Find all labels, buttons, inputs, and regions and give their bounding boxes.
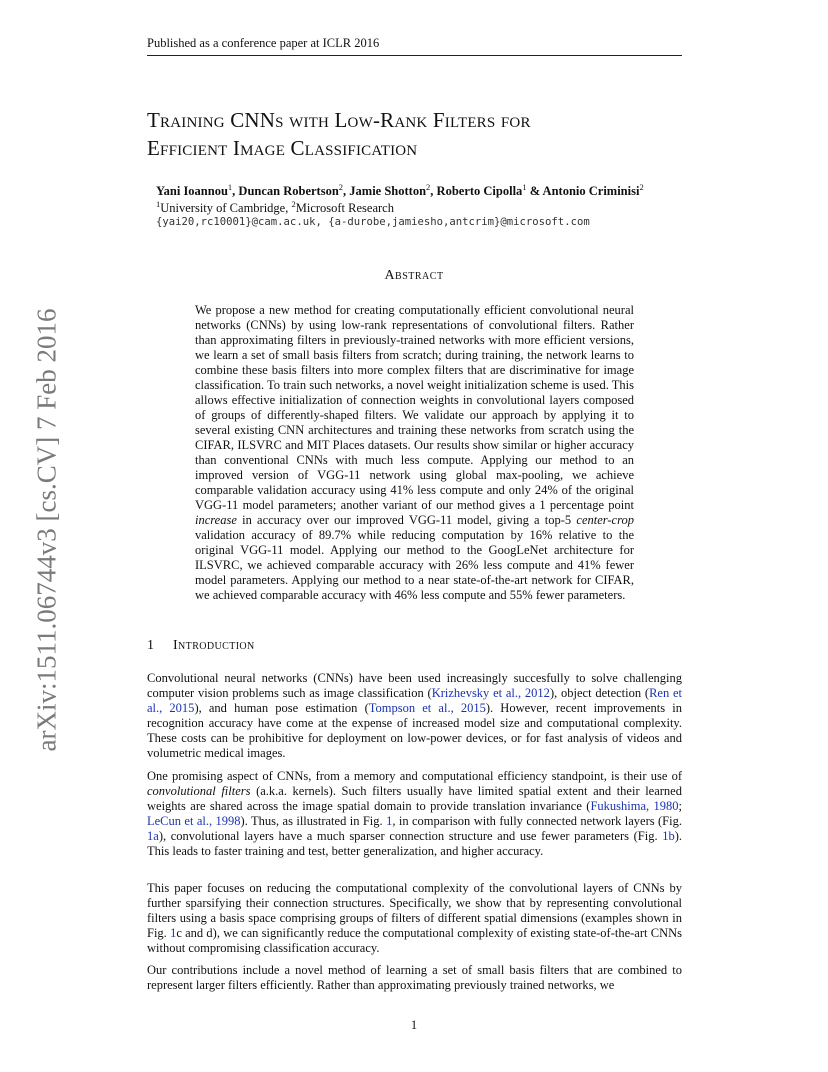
- paragraph-text: , in comparison with fully connected network layers (Fig.: [392, 814, 682, 828]
- citation-link[interactable]: Krizhevsky et al., 2012: [431, 686, 550, 700]
- abstract-emphasis: center-crop: [576, 513, 634, 527]
- intro-paragraph-2: [147, 769, 682, 859]
- figure-link[interactable]: 1a: [147, 829, 159, 843]
- author-emails: {yai20,rc10001}@cam.ac.uk, {a-durobe,jamiesho,antcrim}@microsoft.com: [156, 216, 590, 228]
- arxiv-stamp: arXiv:1511.06744v3 [cs.CV] 7 Feb 2016: [31, 308, 62, 752]
- paragraph-text: ). Thus, as illustrated in Fig.: [240, 814, 387, 828]
- paragraph-text: (a.k.a. kernels). Such filters usually have limited spatial extent and their learned weights are shared across the image spatial domain to provide translation invariance (: [147, 784, 682, 813]
- paragraph-text: ). This leads to faster training and test, better generalization, and higher accuracy.: [147, 829, 682, 858]
- author-name: Roberto Cipolla: [436, 184, 523, 199]
- author-affiliation-mark: 2: [639, 182, 644, 192]
- paragraph-text: ), object detection (: [549, 686, 650, 700]
- paragraph-text: ), and human pose estimation (: [194, 701, 369, 715]
- paragraph-text: This paper focuses on reducing the computational complexity of the convolutional layers of CNNs by further sparsifying their connection structures. Specifically, we show that by representing convolutional filters using a basis space comprising groups of filters of different spatial dimensions (examples shown in Fig.: [147, 881, 682, 940]
- citation-link[interactable]: Tompson et al., 2015: [368, 701, 486, 715]
- paragraph-emphasis: convolutional filters: [147, 784, 251, 798]
- citation-link[interactable]: Ren et al., 2015: [147, 686, 683, 715]
- author-name: Yani Ioannou: [156, 184, 228, 199]
- author-separator: &: [526, 184, 543, 199]
- abstract-emphasis: increase: [195, 513, 237, 527]
- paper-title: [147, 106, 687, 162]
- affiliation-cambridge: University of Cambridge,: [160, 201, 292, 216]
- affiliation-microsoft: Microsoft Research: [295, 201, 394, 216]
- citation-link[interactable]: LeCun et al., 1998: [147, 814, 241, 828]
- intro-paragraph-4: Our contributions include a novel method of learning a set of small basis filters that are combined to represent larger filters efficiently. Rather than approximating previously trained networks, we: [147, 963, 682, 992]
- abstract-heading: Abstract: [384, 268, 444, 283]
- affiliation-mark: 2: [291, 199, 296, 209]
- paragraph-text: c and d), we can significantly reduce the computational complexity of existing state-of-the-art CNNs without compromising classification accuracy.: [147, 926, 682, 955]
- paragraph-text: ), convolutional layers have a much sparser connection structure and use fewer parameters (Fig.: [158, 829, 663, 843]
- page-number: 1: [410, 1018, 418, 1032]
- author-separator: ,: [343, 184, 350, 199]
- figure-link[interactable]: 1b: [662, 829, 675, 843]
- author-name: Jamie Shotton: [349, 184, 427, 199]
- section-title: Introduction: [173, 638, 255, 653]
- author-affiliation-mark: 2: [426, 182, 431, 192]
- paragraph-text: ;: [678, 799, 683, 813]
- abstract-body: [195, 303, 634, 603]
- figure-link[interactable]: 1: [170, 926, 177, 940]
- figure-link[interactable]: 1: [386, 814, 393, 828]
- section-heading: [147, 638, 255, 654]
- running-header: Published as a conference paper at ICLR 2016: [147, 36, 682, 56]
- title-line-1: Training CNNs with Low-Rank Filters for: [147, 108, 531, 132]
- author-name: Antonio Criminisi: [542, 184, 640, 199]
- affiliations: [156, 199, 394, 216]
- author-separator: ,: [232, 184, 239, 199]
- author-separator: ,: [430, 184, 437, 199]
- author-affiliation-mark: 1: [227, 182, 233, 192]
- intro-paragraph-3: [147, 881, 682, 956]
- author-name: Duncan Robertson: [238, 184, 339, 199]
- author-affiliation-mark: 1: [522, 182, 527, 192]
- paragraph-text: One promising aspect of CNNs, from a memory and computational efficiency standpoint, is their use of: [147, 769, 682, 783]
- intro-paragraph-1: [147, 671, 682, 761]
- section-number: 1: [147, 638, 154, 653]
- abstract-text: in accuracy over our improved VGG-11 model, giving a top-5: [236, 513, 577, 527]
- paragraph-text: Convolutional neural networks (CNNs) have been used increasingly succesfully to solve challenging computer vision problems such as image classification (: [147, 671, 682, 700]
- abstract-text: We propose a new method for creating computationally efficient convolutional neural networks (CNNs) by using low-rank representations of convolutional filters. Rather than approximating filters in previously-trained networks with more efficient versions, we learn a set of small basis filters from scratch; during training, the network learns to combine these basis filters into more complex filters that are discriminative for image classification. To train such networks, a novel weight initialization scheme is used. This allows effective initialization of connection weights in convolutional layers composed of groups of differently-shaped filters. We validate our approach by applying it to several existing CNN architectures and training these networks from scratch using the CIFAR, ILSVRC and MIT Places datasets. Our results show similar or higher accuracy than conventional CNNs with much less compute. Applying our method to an improved version of VGG-11 network using global max-pooling, we achieve comparable validation accuracy using 41% less compute and only 24% of the original VGG-11 model parameters; another variant of our method gives a 1 percentage point: [195, 303, 634, 512]
- paragraph-text: ). However, recent improvements in recognition accuracy have come at the expense of increased model size and computational complexity. These costs can be prohibitive for deployment on low-power devices, or for fast analysis of videos and volumetric medical images.: [147, 701, 682, 760]
- author-affiliation-mark: 2: [338, 182, 344, 192]
- title-line-2: Efficient Image Classification: [147, 136, 418, 160]
- citation-link[interactable]: Fukushima, 1980: [590, 799, 679, 813]
- abstract-text: validation accuracy of 89.7% while reducing computation by 16% relative to the original VGG-11 model. Applying our method to the GoogLeNet architecture for ILSVRC, we achieved comparable accuracy with 26% less compute and 41% fewer model parameters. Applying our method to a near state-of-the-art network for CIFAR, we achieved comparable accuracy with 46% less compute and 55% fewer parameters.: [195, 528, 634, 602]
- author-list: [156, 182, 696, 199]
- affiliation-mark: 1: [156, 199, 161, 209]
